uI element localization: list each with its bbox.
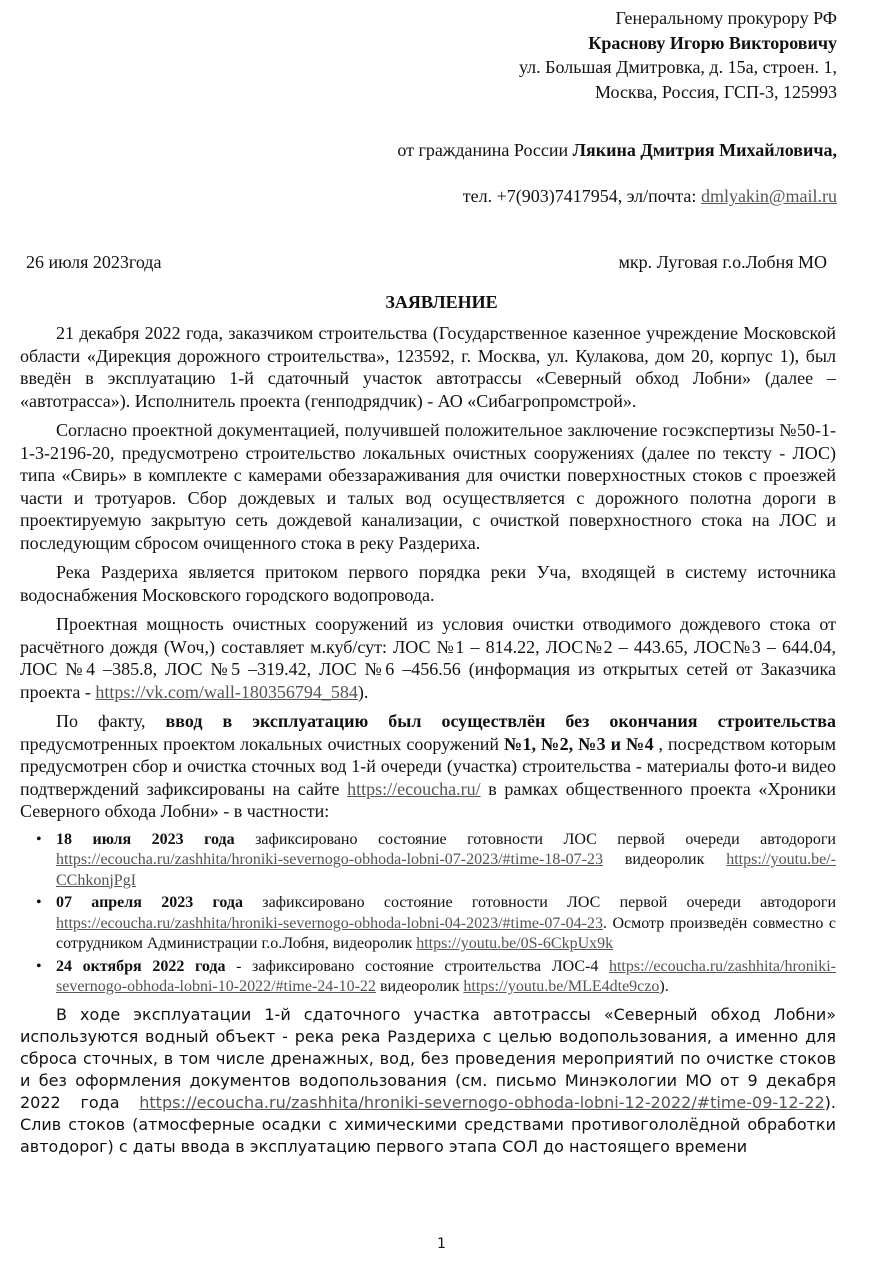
bullet-icon: • (36, 957, 42, 975)
list-item-mid: . Осмотр произведён совместно с сотрудником Администрации г.о.Лобня, видеоролик (56, 914, 836, 952)
list-item (36, 957, 836, 998)
recipient-address1: ул. Большая Дмитровка, д. 15а, строен. 1, (518, 57, 837, 77)
sender-line (397, 140, 837, 161)
bullet-icon: • (36, 894, 42, 911)
bullet-icon: • (36, 830, 42, 848)
list-item-date: 07 апреля 2023 года (56, 894, 243, 911)
paragraph-5-a: По факту, (56, 711, 166, 731)
paragraph-5 (20, 710, 836, 823)
sender-name: Лякина Дмитрия Михайловича, (572, 140, 837, 160)
document-title: ЗАЯВЛЕНИЕ (385, 292, 498, 312)
list-item-date: 24 октября 2022 года (56, 957, 226, 975)
paragraph-4-end: ). (357, 681, 369, 702)
sender-contact (463, 186, 837, 207)
document-date: 26 июля 2023года (26, 252, 162, 272)
paragraph-5-bold: ввод в эксплуатацию был осуществлён без окончания строительства (165, 711, 836, 731)
list-item-end: ). (659, 978, 669, 995)
list-item-link[interactable]: https://ecoucha.ru/zashhita/hroniki-severnogo-obhoda-lobni-10-2022/#time-24-10-22 (56, 957, 836, 995)
paragraph-5-bold2: №1, №2, №3 и №4 (503, 733, 654, 754)
sender-prefix: от гражданина России (397, 140, 569, 160)
sender-phone: тел. +7(903)7417954, эл/почта: (462, 186, 697, 206)
paragraph-3: Река Раздериха является притоком первого порядка реки Уча, входящей в систему источника водоснабжения Московского городского водопровода. (20, 562, 836, 605)
list-item-video-link[interactable]: https://youtu.be/-CChkonjPgI (56, 851, 836, 889)
letter-link[interactable]: https://ecoucha.ru/zashhita/hroniki-severnogo-obhoda-lobni-12-2022/#time-09-12-22 (139, 1092, 825, 1112)
list-item-link[interactable]: https://ecoucha.ru/zashhita/hroniki-severnogo-obhoda-lobni-04-2023/#time-07-04-23 (56, 914, 603, 932)
list-item-text: - зафиксировано состояние строительства ЛОС-4 (225, 957, 609, 975)
list-item-link[interactable]: https://ecoucha.ru/zashhita/hroniki-severnogo-obhoda-lobni-07-2023/#time-18-07-23 (56, 851, 603, 868)
paragraph-4-text: Проектная мощность очистных сооружений из условия очистки отводимого дождевого стока от расчётного дождя (Wоч,) составляет м.куб/сут: ЛОС №1 – 814.22, ЛОС№2 – 443.65, ЛОС№3 – 644.04, ЛОС №4 –385.8, ЛОС №5 –319.42, ЛОС №6 –456.56 (информация из открытых сетей от Заказчика проекта - (20, 614, 836, 702)
paragraph-5-c: , посредством которым предусмотрен сбор и очистка сточных вод 1-й очереди (участка) строительства - материалы фото-и видео подтверждений зафиксированы на сайте (20, 733, 836, 799)
evidence-list (20, 830, 836, 998)
list-item-text: зафиксировано состояние готовности ЛОС первой очереди автодороги (242, 894, 837, 911)
sender-email-link[interactable]: dmlyakin@mail.ru (700, 186, 837, 206)
list-item-mid: видеоролик (602, 851, 727, 868)
ecoucha-link[interactable]: https://ecoucha.ru/ (347, 778, 481, 799)
paragraph-6 (20, 1004, 836, 1158)
document-body (20, 322, 836, 1165)
paragraph-6-a: В ходе эксплуатации 1-й сдаточного участка автотрассы «Северный обход Лобни» используются водный объект - река река Раздериха с целью водопользования, а именно для сброса сточных, в том числе дренажных, вод, без проведения мероприятий по очистке стоков и без оформления документов водопользования (см. письмо Минэкологии МО от 9 декабря 2022 года (20, 1004, 836, 1112)
recipient-name: Краснову Игорю Викторовичу (588, 32, 837, 53)
paragraph-5-b: предусмотренных проектом локальных очистных сооружений (20, 733, 504, 754)
paragraph-5-d: в рамках общественного проекта «Хроники Северного обхода Лобни» - в частности: (20, 778, 836, 821)
list-item-date: 18 июля 2023 года (56, 830, 235, 848)
list-item-video-link[interactable]: https://youtu.be/0S-6CkpUx9k (416, 935, 614, 952)
paragraph-1: 21 декабря 2022 года, заказчиком строительства (Государственное казенное учреждение Московской области «Дирекция дорожного строительства», 123592, г. Москва, ул. Кулакова, дом 20, корпус 1), был введён в эксплуатацию 1-й сдаточный участок автотрассы «Северный обход Лобни» (далее – «автотрасса»). Исполнитель проекта (генподрядчик) - АО «Сибагропромстрой». (20, 323, 836, 411)
list-item-mid: видеоролик (375, 978, 464, 995)
paragraph-4 (20, 613, 836, 703)
paragraph-2: Согласно проектной документацией, получившей положительное заключение госэкспертизы №50-1-1-3-2196-20, предусмотрено строительство локальных очистных сооружениях (далее по тексту - ЛОС) типа «Свирь» в комплекте с камерами обеззараживания для очистки поверхностных стоков с проезжей части и тротуаров. Сбор дождевых и талых вод осуществляется с дорожного полотна дороги в проектируемую закрытую сеть дождевой канализации, с очисткой поверхностного стока на ЛОС и последующим сбросом очищенного стока в реку Раздериха. (20, 420, 836, 553)
vk-link[interactable]: https://vk.com/wall-180356794_584 (95, 681, 358, 702)
recipient-block (519, 6, 837, 104)
recipient-address2: Москва, Россия, ГСП-3, 125993 (594, 81, 837, 102)
paragraph-6-b: ). Слив стоков (атмосферные осадки с химическими средствами противогололёдной обработки автодорог) с даты ввода в эксплуатацию первого этапа СОЛ до настоящего времени (20, 1092, 836, 1156)
list-item-text: зафиксировано состояние готовности ЛОС первой очереди автодороги (234, 830, 836, 848)
list-item (36, 893, 837, 955)
list-item-video-link[interactable]: https://youtu.be/MLE4dte9czo (463, 978, 660, 995)
recipient-line1: Генеральному прокурору РФ (615, 8, 837, 28)
document-place: мкр. Луговая г.о.Лобня МО (618, 252, 827, 272)
list-item (36, 830, 836, 892)
page-number: 1 (437, 1236, 446, 1252)
